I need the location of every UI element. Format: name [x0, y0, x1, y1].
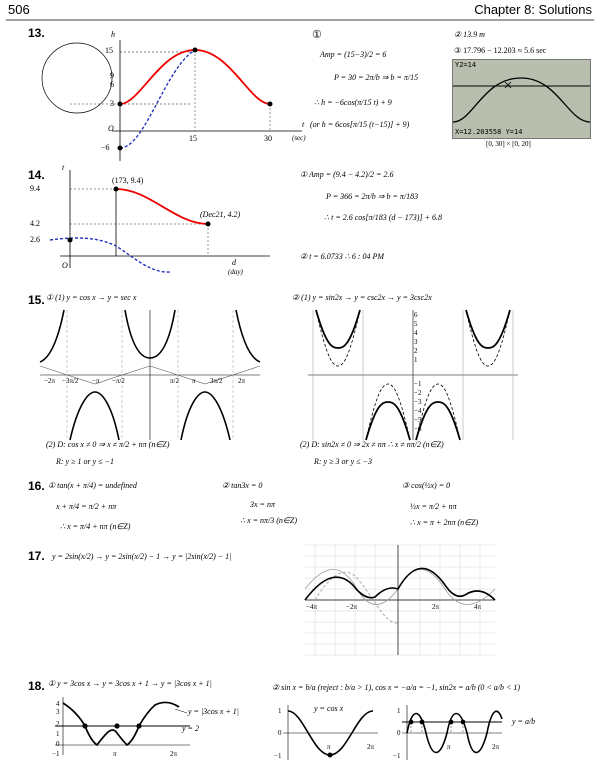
page-number: 506 — [8, 2, 30, 17]
p15-tick-l5: π — [192, 377, 196, 385]
p13-eq2: (or h = 6cos[π/15 (t−15)] + 9) — [310, 120, 410, 129]
tick-6: 6 — [110, 80, 114, 89]
p18-b-tick-0: 0 — [278, 729, 282, 737]
p18-c-tick-neg1: −1 — [393, 752, 401, 760]
p15-rtick-3: 3 — [414, 338, 418, 346]
point-173: (173, 9.4) — [112, 176, 144, 185]
p15-right-range: R: y ≥ 3 or y ≤ −3 — [314, 457, 372, 466]
p13-circle-1: ① — [312, 29, 322, 41]
p14-period: P = 366 = 2π/b ⇒ b = π/183 — [326, 192, 419, 201]
p15-rtick-2: 4 — [414, 329, 418, 337]
p18-a-ytick-2: 2 — [56, 720, 60, 728]
p15-tick-l2: −π — [92, 377, 100, 385]
p17-eq: y = 2sin(x/2) → y = 2sin(x/2) − 1 → y = |2sin(x/2) − 1| — [52, 552, 232, 561]
p15-left-domain: (2) D: cos x ≠ 0 ⇒ x ≠ π/2 + nπ (n∈Z) — [46, 440, 170, 449]
p18-a-ytick-3: 3 — [56, 708, 60, 716]
p15-tick-l0: −2π — [44, 377, 55, 385]
problem-15-number: 15. — [28, 293, 45, 307]
p15-rtick-5: 1 — [414, 356, 418, 364]
p18-c-tick-pi: π — [447, 743, 451, 751]
p17-tick-3: 4π — [474, 603, 482, 611]
tick-15: 15 — [105, 46, 113, 55]
graph-15-csc — [308, 310, 518, 440]
p13-period: P = 30 = 2π/b ⇒ b = π/15 — [334, 73, 419, 82]
p18-a-ytick-4: 4 — [56, 700, 60, 708]
tick-neg6: −6 — [101, 143, 110, 152]
axis-d-unit: (day) — [228, 268, 243, 276]
p14-amp: ① Amp = (9.4 − 4.2)/2 = 2.6 — [300, 170, 394, 179]
p16-a3: ∴ x = π/4 + nπ (n∈Z) — [60, 522, 131, 531]
p18-b-tick-1: 1 — [278, 707, 282, 715]
p15-rtick-7: −2 — [414, 389, 422, 397]
tick-3: 3 — [110, 99, 114, 108]
graph-14 — [50, 168, 290, 278]
tick-x30: 30 — [264, 134, 272, 143]
p15-right-head: ② (1) y = sin2x → y = csc2x → y = 3csc2x — [292, 293, 432, 302]
problem-13-number: 13. — [28, 26, 45, 40]
p16-b2: 3x = nπ — [250, 500, 275, 509]
p16-b3: ∴ x = nπ/3 (n∈Z) — [240, 516, 298, 525]
p18-c-tick-2pi: 2π — [492, 743, 500, 751]
p18-b-tick-pi: π — [327, 743, 331, 751]
graph-13 — [30, 26, 320, 186]
tick-9-4: 9.4 — [30, 184, 40, 193]
p18-a-ytick-neg1: −1 — [52, 750, 60, 758]
tick-x15: 15 — [189, 134, 197, 143]
p18-c-label: y = a/b — [512, 717, 536, 726]
p18-a-ytick-0: 0 — [56, 740, 60, 748]
axis-t-label: t — [302, 120, 305, 129]
graph-18-b — [283, 705, 378, 760]
p17-tick-1: −2π — [346, 603, 357, 611]
p15-left-head: ① (1) y = cos x → y = sec x — [46, 293, 137, 302]
graph-18-c — [402, 705, 507, 760]
problem-16-number: 16. — [28, 479, 45, 493]
p15-tick-l1: −3π/2 — [62, 377, 79, 385]
p18-b-tick-neg1: −1 — [274, 752, 282, 760]
axis-t14-label: t — [62, 163, 65, 172]
p15-rtick-10: −5 — [414, 416, 422, 424]
chapter-title: Chapter 8: Solutions — [474, 2, 592, 17]
p15-rtick-4: 2 — [414, 347, 418, 355]
p18-a-label-y2: y = 2 — [182, 724, 199, 733]
p13-part2: ② 13.9 m — [454, 30, 485, 39]
graph-17 — [305, 545, 495, 655]
p15-tick-l3: −π/2 — [112, 377, 125, 385]
p16-c3: ∴ x = π + 2nπ (n∈Z) — [410, 518, 479, 527]
p18-b-eq: ② sin x = b/a (reject : b/a > 1), cos x = −a/a = −1, sin2x = a/b (0 < a/b < 1) — [272, 683, 521, 692]
calc-bottom-text: X=12.203558 Y=14 — [455, 128, 523, 136]
p18-c-tick-1: 1 — [397, 707, 401, 715]
problem-14-number: 14. — [28, 168, 45, 182]
p17-tick-2: 2π — [432, 603, 440, 611]
p16-a2: x + π/4 = π/2 + nπ — [56, 502, 117, 511]
p15-rtick-0: 6 — [414, 311, 418, 319]
problem-18-number: 18. — [28, 679, 45, 693]
calculator-screen — [452, 59, 591, 139]
p18-a-ytick-1: 1 — [56, 730, 60, 738]
p16-a1: ① tan(x + π/4) = undefined — [48, 481, 137, 490]
p14-eq: ∴ t = 2.6 cos[π/183 (d − 173)] + 6.8 — [324, 213, 442, 222]
axis-h-label: h — [111, 30, 115, 39]
tick-2-6: 2.6 — [30, 235, 40, 244]
calc-window: [0, 30] × [0, 20] — [486, 140, 531, 148]
p13-part3: ③ 17.796 − 12.203 ≈ 5.6 sec — [454, 46, 547, 55]
p15-tick-l7: 2π — [238, 377, 246, 385]
p13-amp: Amp = (15−3)/2 = 6 — [320, 50, 387, 59]
p18-b-tick-2pi: 2π — [367, 743, 375, 751]
p15-tick-l4: π/2 — [170, 377, 179, 385]
p18-a-xtick-pi: π — [113, 750, 117, 758]
problem-17-number: 17. — [28, 549, 45, 563]
p15-rtick-9: −4 — [414, 407, 422, 415]
p16-c1: ③ cos(½x) = 0 — [402, 481, 451, 490]
axis-t-unit: (sec) — [292, 134, 306, 142]
graph-15-sec — [40, 310, 260, 440]
tick-4-2: 4.2 — [30, 219, 40, 228]
p18-a-xtick-2pi: 2π — [170, 750, 178, 758]
p18-b-label: y = cos x — [314, 704, 344, 713]
point-dec21: (Dec21, 4.2) — [200, 210, 241, 219]
p18-a-eq: ① y = 3cos x → y = 3cos x + 1 → y = |3cos x + 1| — [48, 679, 212, 688]
p17-tick-0: −4π — [306, 603, 317, 611]
p15-rtick-1: 5 — [414, 320, 418, 328]
graph-18-a — [55, 697, 195, 757]
p18-c-tick-0: 0 — [397, 729, 401, 737]
calc-top-text: Y2=14 — [455, 61, 477, 69]
p15-rtick-6: −1 — [414, 380, 422, 388]
p15-rtick-11: −6 — [414, 425, 422, 433]
p13-eq1: ∴ h = −6cos(π/15 t) + 9 — [314, 98, 392, 107]
p16-c2: ½x = π/2 + nπ — [410, 502, 457, 511]
p16-b1: ② tan3x = 0 — [222, 481, 263, 490]
p14-answer: ② t = 6.0733 ∴ 6 : 04 PM — [300, 252, 385, 261]
p15-left-range: R: y ≥ 1 or y ≤ −1 — [56, 457, 114, 466]
p18-a-label-abs: y = |3cos x + 1| — [188, 707, 239, 716]
p15-rtick-8: −3 — [414, 398, 422, 406]
origin14-label: O — [62, 261, 68, 270]
p15-right-domain: (2) D: sin2x ≠ 0 ⇒ 2x ≠ nπ ∴ x ≠ nπ/2 (n∈Z) — [300, 440, 444, 449]
header-rule — [0, 19, 600, 21]
origin-label: O — [108, 124, 114, 133]
p15-tick-l6: 3π/2 — [210, 377, 223, 385]
tick-9: 9 — [110, 71, 114, 80]
axis-d-label: d — [232, 258, 236, 267]
